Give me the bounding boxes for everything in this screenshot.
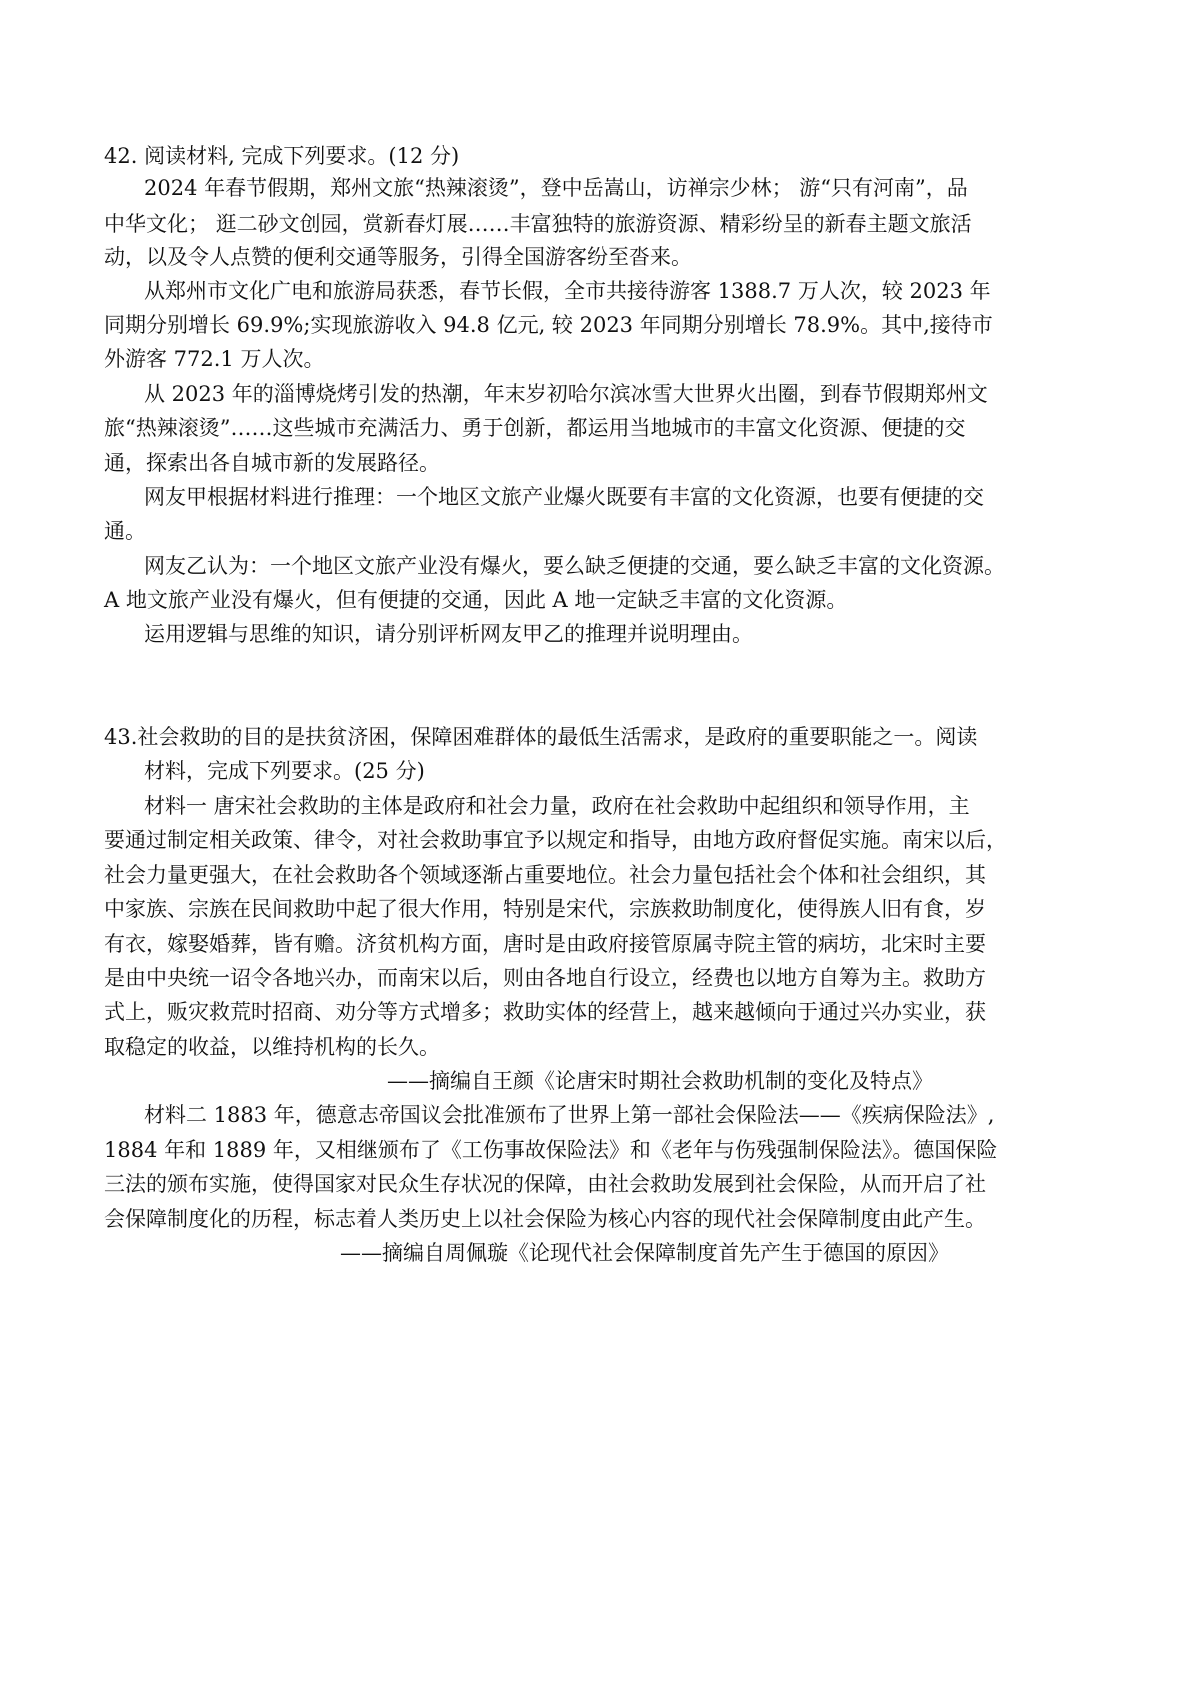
q43-material1-line3: 社会力量更强大，在社会救助各个领域逐渐占重要地位。社会力量包括社会个体和社会组织，其 — [104, 863, 986, 887]
q42-para4-line1: 网友甲根据材料进行推理：一个地区文旅产业爆火既要有丰富的文化资源，也要有便捷的交 — [144, 485, 984, 509]
q43-material1-source: ——摘编自王颜《论唐宋时期社会救助机制的变化及特点》 — [387, 1069, 933, 1093]
q42-para1-line1: 2024 年春节假期，郑州文旅“热辣滚烫”，登中岳嵩山，访禅宗少林； 游“只有河南”，品 — [144, 176, 968, 200]
q43-title-line1: 43.社会救助的目的是扶贫济困，保障困难群体的最低生活需求，是政府的重要职能之一。阅读 — [104, 725, 978, 749]
q43-material2-line4: 会保障制度化的历程，标志着人类历史上以社会保险为核心内容的现代社会保障制度由此产生。 — [104, 1207, 986, 1231]
q43-material1-line6: 是由中央统一诏令各地兴办，而南宋以后，则由各地自行设立，经费也以地方自筹为主。救助方 — [104, 966, 986, 990]
q43-material1-line5: 有衣，嫁娶婚葬，皆有赡。济贫机构方面，唐时是由政府接管原属寺院主管的病坊，北宋时主要 — [104, 932, 986, 956]
q42-para4-line2: 通。 — [104, 519, 146, 543]
q43-material1-line7: 式上，贩灾救荒时招商、劝分等方式增多；救助实体的经营上，越来越倾向于通过兴办实业，获 — [104, 1000, 986, 1024]
q43-material1-line4: 中家族、宗族在民间救助中起了很大作用，特别是宋代，宗族救助制度化，使得族人旧有食，岁 — [104, 897, 986, 921]
q43-material2-source: ——摘编自周佩璇《论现代社会保障制度首先产生于德国的原因》 — [340, 1241, 949, 1265]
q42-para2-line2: 同期分别增长 69.9%;实现旅游收入 94.8 亿元, 较 2023 年同期分别增长 78.9%。其中,接待市 — [104, 313, 993, 337]
q42-para2-line1: 从郑州市文化广电和旅游局获悉，春节长假，全市共接待游客 1388.7 万人次，较 2023 年 — [144, 279, 991, 303]
q42-para2-line3: 外游客 772.1 万人次。 — [104, 347, 325, 371]
q43-material1-line2: 要通过制定相关政策、律令，对社会救助事宜予以规定和指导，由地方政府督促实施。南宋以后， — [104, 828, 1007, 852]
q42-para3-line1: 从 2023 年的淄博烧烤引发的热潮，年末岁初哈尔滨冰雪大世界火出圈，到春节假期郑州文 — [144, 382, 988, 406]
q42-para1-line2: 中华文化； 逛二砂文创园，赏新春灯展……丰富独特的旅游资源、精彩纷呈的新春主题文旅活 — [104, 212, 972, 236]
q42-instruction: 运用逻辑与思维的知识，请分别评析网友甲乙的推理并说明理由。 — [144, 622, 753, 646]
q43-material2-line3: 三法的颁布实施，使得国家对民众生存状况的保障，由社会救助发展到社会保险，从而开启了社 — [104, 1172, 986, 1196]
q42-para5-line1: 网友乙认为：一个地区文旅产业没有爆火，要么缺乏便捷的交通，要么缺乏丰富的文化资源。 — [144, 554, 1005, 578]
q43-material2-line1: 材料二 1883 年，德意志帝国议会批准颁布了世界上第一部社会保险法——《疾病保险法》, — [144, 1103, 995, 1127]
q43-material1-line8: 取稳定的收益，以维持机构的长久。 — [104, 1035, 440, 1059]
q42-para3-line3: 通，探索出各自城市新的发展路径。 — [104, 451, 440, 475]
q43-material1-line1: 材料一 唐宋社会救助的主体是政府和社会力量，政府在社会救助中起组织和领导作用，主 — [144, 794, 970, 818]
q43-title-line2: 材料，完成下列要求。(25 分) — [144, 759, 425, 783]
q42-para1-line3: 动，以及令人点赞的便利交通等服务，引得全国游客纷至沓来。 — [104, 245, 692, 269]
q42-para5-line2: A 地文旅产业没有爆火，但有便捷的交通，因此 A 地一定缺乏丰富的文化资源。 — [104, 588, 848, 612]
q42-title: 42. 阅读材料, 完成下列要求。(12 分) — [104, 144, 460, 168]
q42-para3-line2: 旅“热辣滚烫”……这些城市充满活力、勇于创新，都运用当地城市的丰富文化资源、便捷的交 — [104, 416, 966, 440]
q43-material2-line2: 1884 年和 1889 年，又相继颁布了《工伤事故保险法》和《老年与伤残强制保险法》。德国保险 — [104, 1138, 998, 1162]
